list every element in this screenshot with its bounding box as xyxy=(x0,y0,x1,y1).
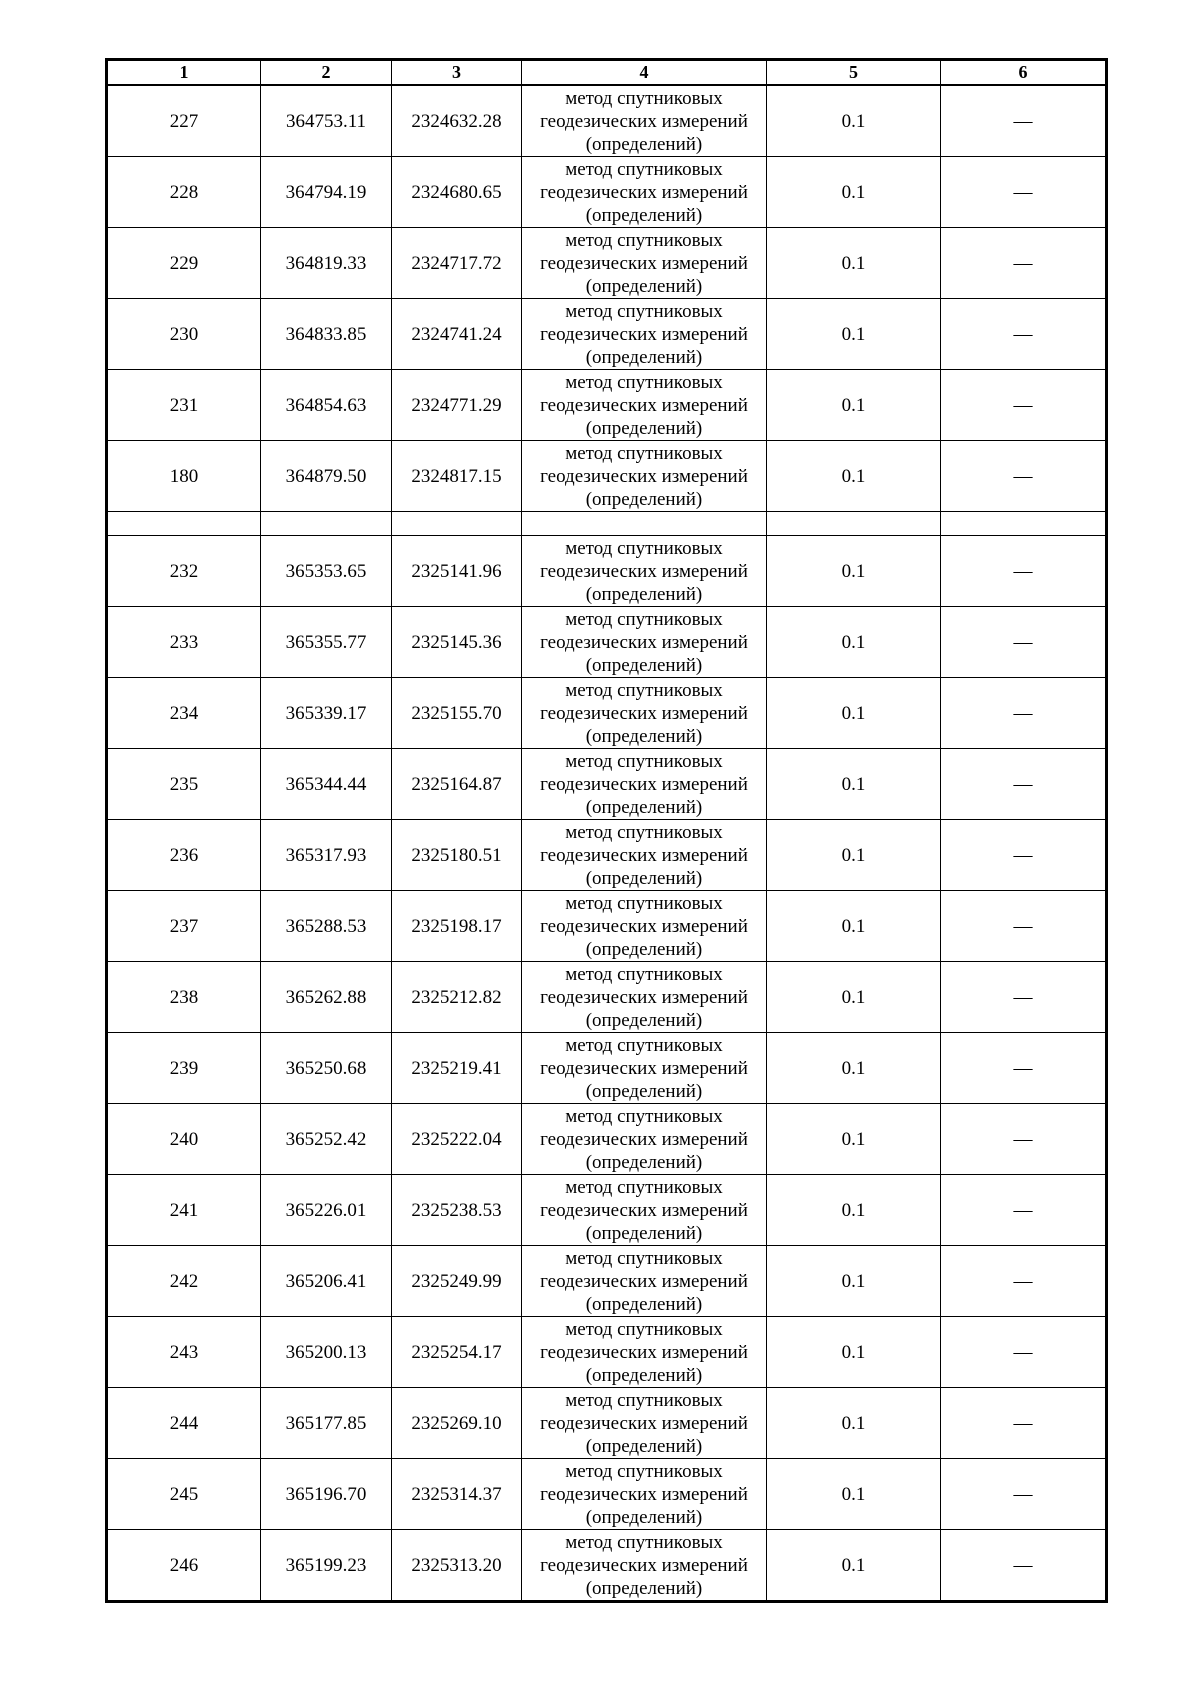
method-cell: метод спутниковых геодезических измерений (определений) xyxy=(522,1530,767,1602)
x-coordinate-cell: 365199.23 xyxy=(261,1530,392,1602)
y-coordinate-cell: 2325238.53 xyxy=(392,1175,522,1246)
y-coordinate-cell: 2325155.70 xyxy=(392,678,522,749)
header-cell-5: 5 xyxy=(767,60,941,86)
method-cell: метод спутниковых геодезических измерений (определений) xyxy=(522,1459,767,1530)
point-number-cell: 240 xyxy=(107,1104,261,1175)
precision-cell: 0.1 xyxy=(767,370,941,441)
spacer-row xyxy=(107,512,1107,536)
precision-cell: 0.1 xyxy=(767,299,941,370)
y-coordinate-cell: 2324817.15 xyxy=(392,441,522,512)
table-row xyxy=(107,1388,1107,1459)
method-cell: метод спутниковых геодезических измерений (определений) xyxy=(522,1175,767,1246)
table-row xyxy=(107,85,1107,157)
table-row xyxy=(107,1317,1107,1388)
method-cell: метод спутниковых геодезических измерений (определений) xyxy=(522,1104,767,1175)
note-cell: — xyxy=(941,299,1107,370)
empty-cell xyxy=(767,512,941,536)
note-cell: — xyxy=(941,441,1107,512)
method-cell: метод спутниковых геодезических измерений (определений) xyxy=(522,749,767,820)
y-coordinate-cell: 2325180.51 xyxy=(392,820,522,891)
point-number-cell: 243 xyxy=(107,1317,261,1388)
y-coordinate-cell: 2325141.96 xyxy=(392,536,522,607)
table-row xyxy=(107,228,1107,299)
precision-cell: 0.1 xyxy=(767,1175,941,1246)
table-row xyxy=(107,1175,1107,1246)
precision-cell: 0.1 xyxy=(767,1317,941,1388)
note-cell: — xyxy=(941,962,1107,1033)
note-cell: — xyxy=(941,85,1107,157)
precision-cell: 0.1 xyxy=(767,749,941,820)
table-row xyxy=(107,678,1107,749)
table-row xyxy=(107,749,1107,820)
table-row xyxy=(107,820,1107,891)
point-number-cell: 241 xyxy=(107,1175,261,1246)
x-coordinate-cell: 365206.41 xyxy=(261,1246,392,1317)
note-cell: — xyxy=(941,678,1107,749)
precision-cell: 0.1 xyxy=(767,536,941,607)
point-number-cell: 229 xyxy=(107,228,261,299)
header-row xyxy=(107,60,1107,86)
precision-cell: 0.1 xyxy=(767,891,941,962)
empty-cell xyxy=(107,512,261,536)
point-number-cell: 231 xyxy=(107,370,261,441)
x-coordinate-cell: 364794.19 xyxy=(261,157,392,228)
x-coordinate-cell: 365226.01 xyxy=(261,1175,392,1246)
x-coordinate-cell: 365177.85 xyxy=(261,1388,392,1459)
empty-cell xyxy=(941,512,1107,536)
method-cell: метод спутниковых геодезических измерений (определений) xyxy=(522,962,767,1033)
x-coordinate-cell: 364819.33 xyxy=(261,228,392,299)
x-coordinate-cell: 365339.17 xyxy=(261,678,392,749)
y-coordinate-cell: 2325212.82 xyxy=(392,962,522,1033)
precision-cell: 0.1 xyxy=(767,157,941,228)
precision-cell: 0.1 xyxy=(767,678,941,749)
y-coordinate-cell: 2325145.36 xyxy=(392,607,522,678)
table-body xyxy=(107,60,1107,1602)
note-cell: — xyxy=(941,1175,1107,1246)
x-coordinate-cell: 365262.88 xyxy=(261,962,392,1033)
table-row xyxy=(107,299,1107,370)
method-cell: метод спутниковых геодезических измерений (определений) xyxy=(522,157,767,228)
method-cell: метод спутниковых геодезических измерений (определений) xyxy=(522,441,767,512)
y-coordinate-cell: 2325254.17 xyxy=(392,1317,522,1388)
method-cell: метод спутниковых геодезических измерений (определений) xyxy=(522,536,767,607)
x-coordinate-cell: 364753.11 xyxy=(261,85,392,157)
note-cell: — xyxy=(941,157,1107,228)
table-row xyxy=(107,891,1107,962)
note-cell: — xyxy=(941,1104,1107,1175)
x-coordinate-cell: 365288.53 xyxy=(261,891,392,962)
method-cell: метод спутниковых геодезических измерений (определений) xyxy=(522,1388,767,1459)
point-number-cell: 232 xyxy=(107,536,261,607)
point-number-cell: 228 xyxy=(107,157,261,228)
x-coordinate-cell: 365196.70 xyxy=(261,1459,392,1530)
x-coordinate-cell: 365317.93 xyxy=(261,820,392,891)
point-number-cell: 239 xyxy=(107,1033,261,1104)
point-number-cell: 234 xyxy=(107,678,261,749)
x-coordinate-cell: 365353.65 xyxy=(261,536,392,607)
y-coordinate-cell: 2324717.72 xyxy=(392,228,522,299)
x-coordinate-cell: 365344.44 xyxy=(261,749,392,820)
table-row xyxy=(107,962,1107,1033)
method-cell: метод спутниковых геодезических измерений (определений) xyxy=(522,678,767,749)
note-cell: — xyxy=(941,1388,1107,1459)
point-number-cell: 236 xyxy=(107,820,261,891)
method-cell: метод спутниковых геодезических измерений (определений) xyxy=(522,891,767,962)
note-cell: — xyxy=(941,749,1107,820)
header-cell-2: 2 xyxy=(261,60,392,86)
table-row xyxy=(107,536,1107,607)
coordinates-table xyxy=(105,58,1108,1603)
point-number-cell: 233 xyxy=(107,607,261,678)
x-coordinate-cell: 365252.42 xyxy=(261,1104,392,1175)
y-coordinate-cell: 2325314.37 xyxy=(392,1459,522,1530)
precision-cell: 0.1 xyxy=(767,1033,941,1104)
table-row xyxy=(107,1459,1107,1530)
precision-cell: 0.1 xyxy=(767,1459,941,1530)
point-number-cell: 230 xyxy=(107,299,261,370)
header-cell-6: 6 xyxy=(941,60,1107,86)
empty-cell xyxy=(261,512,392,536)
method-cell: метод спутниковых геодезических измерений (определений) xyxy=(522,228,767,299)
point-number-cell: 246 xyxy=(107,1530,261,1602)
table-row xyxy=(107,1033,1107,1104)
point-number-cell: 245 xyxy=(107,1459,261,1530)
note-cell: — xyxy=(941,1246,1107,1317)
header-cell-4: 4 xyxy=(522,60,767,86)
y-coordinate-cell: 2325198.17 xyxy=(392,891,522,962)
y-coordinate-cell: 2325269.10 xyxy=(392,1388,522,1459)
precision-cell: 0.1 xyxy=(767,962,941,1033)
precision-cell: 0.1 xyxy=(767,441,941,512)
method-cell: метод спутниковых геодезических измерений (определений) xyxy=(522,607,767,678)
x-coordinate-cell: 364879.50 xyxy=(261,441,392,512)
note-cell: — xyxy=(941,1317,1107,1388)
point-number-cell: 237 xyxy=(107,891,261,962)
precision-cell: 0.1 xyxy=(767,607,941,678)
precision-cell: 0.1 xyxy=(767,85,941,157)
y-coordinate-cell: 2325164.87 xyxy=(392,749,522,820)
table-row xyxy=(107,1104,1107,1175)
y-coordinate-cell: 2325219.41 xyxy=(392,1033,522,1104)
note-cell: — xyxy=(941,1459,1107,1530)
empty-cell xyxy=(522,512,767,536)
method-cell: метод спутниковых геодезических измерений (определений) xyxy=(522,820,767,891)
precision-cell: 0.1 xyxy=(767,1246,941,1317)
precision-cell: 0.1 xyxy=(767,1530,941,1602)
note-cell: — xyxy=(941,1530,1107,1602)
x-coordinate-cell: 365200.13 xyxy=(261,1317,392,1388)
precision-cell: 0.1 xyxy=(767,820,941,891)
header-cell-1: 1 xyxy=(107,60,261,86)
point-number-cell: 238 xyxy=(107,962,261,1033)
table-row xyxy=(107,1246,1107,1317)
note-cell: — xyxy=(941,607,1107,678)
header-cell-3: 3 xyxy=(392,60,522,86)
x-coordinate-cell: 364833.85 xyxy=(261,299,392,370)
y-coordinate-cell: 2325313.20 xyxy=(392,1530,522,1602)
point-number-cell: 180 xyxy=(107,441,261,512)
note-cell: — xyxy=(941,1033,1107,1104)
note-cell: — xyxy=(941,891,1107,962)
x-coordinate-cell: 365250.68 xyxy=(261,1033,392,1104)
note-cell: — xyxy=(941,536,1107,607)
method-cell: метод спутниковых геодезических измерений (определений) xyxy=(522,85,767,157)
method-cell: метод спутниковых геодезических измерений (определений) xyxy=(522,370,767,441)
y-coordinate-cell: 2324680.65 xyxy=(392,157,522,228)
precision-cell: 0.1 xyxy=(767,1388,941,1459)
y-coordinate-cell: 2324741.24 xyxy=(392,299,522,370)
table-row xyxy=(107,370,1107,441)
point-number-cell: 227 xyxy=(107,85,261,157)
note-cell: — xyxy=(941,370,1107,441)
method-cell: метод спутниковых геодезических измерений (определений) xyxy=(522,299,767,370)
precision-cell: 0.1 xyxy=(767,228,941,299)
table-row xyxy=(107,157,1107,228)
point-number-cell: 244 xyxy=(107,1388,261,1459)
x-coordinate-cell: 364854.63 xyxy=(261,370,392,441)
table-row xyxy=(107,1530,1107,1602)
method-cell: метод спутниковых геодезических измерений (определений) xyxy=(522,1317,767,1388)
table-row xyxy=(107,607,1107,678)
y-coordinate-cell: 2324632.28 xyxy=(392,85,522,157)
note-cell: — xyxy=(941,820,1107,891)
y-coordinate-cell: 2325249.99 xyxy=(392,1246,522,1317)
x-coordinate-cell: 365355.77 xyxy=(261,607,392,678)
point-number-cell: 242 xyxy=(107,1246,261,1317)
y-coordinate-cell: 2325222.04 xyxy=(392,1104,522,1175)
point-number-cell: 235 xyxy=(107,749,261,820)
table-row xyxy=(107,441,1107,512)
note-cell: — xyxy=(941,228,1107,299)
method-cell: метод спутниковых геодезических измерений (определений) xyxy=(522,1246,767,1317)
method-cell: метод спутниковых геодезических измерений (определений) xyxy=(522,1033,767,1104)
precision-cell: 0.1 xyxy=(767,1104,941,1175)
y-coordinate-cell: 2324771.29 xyxy=(392,370,522,441)
empty-cell xyxy=(392,512,522,536)
